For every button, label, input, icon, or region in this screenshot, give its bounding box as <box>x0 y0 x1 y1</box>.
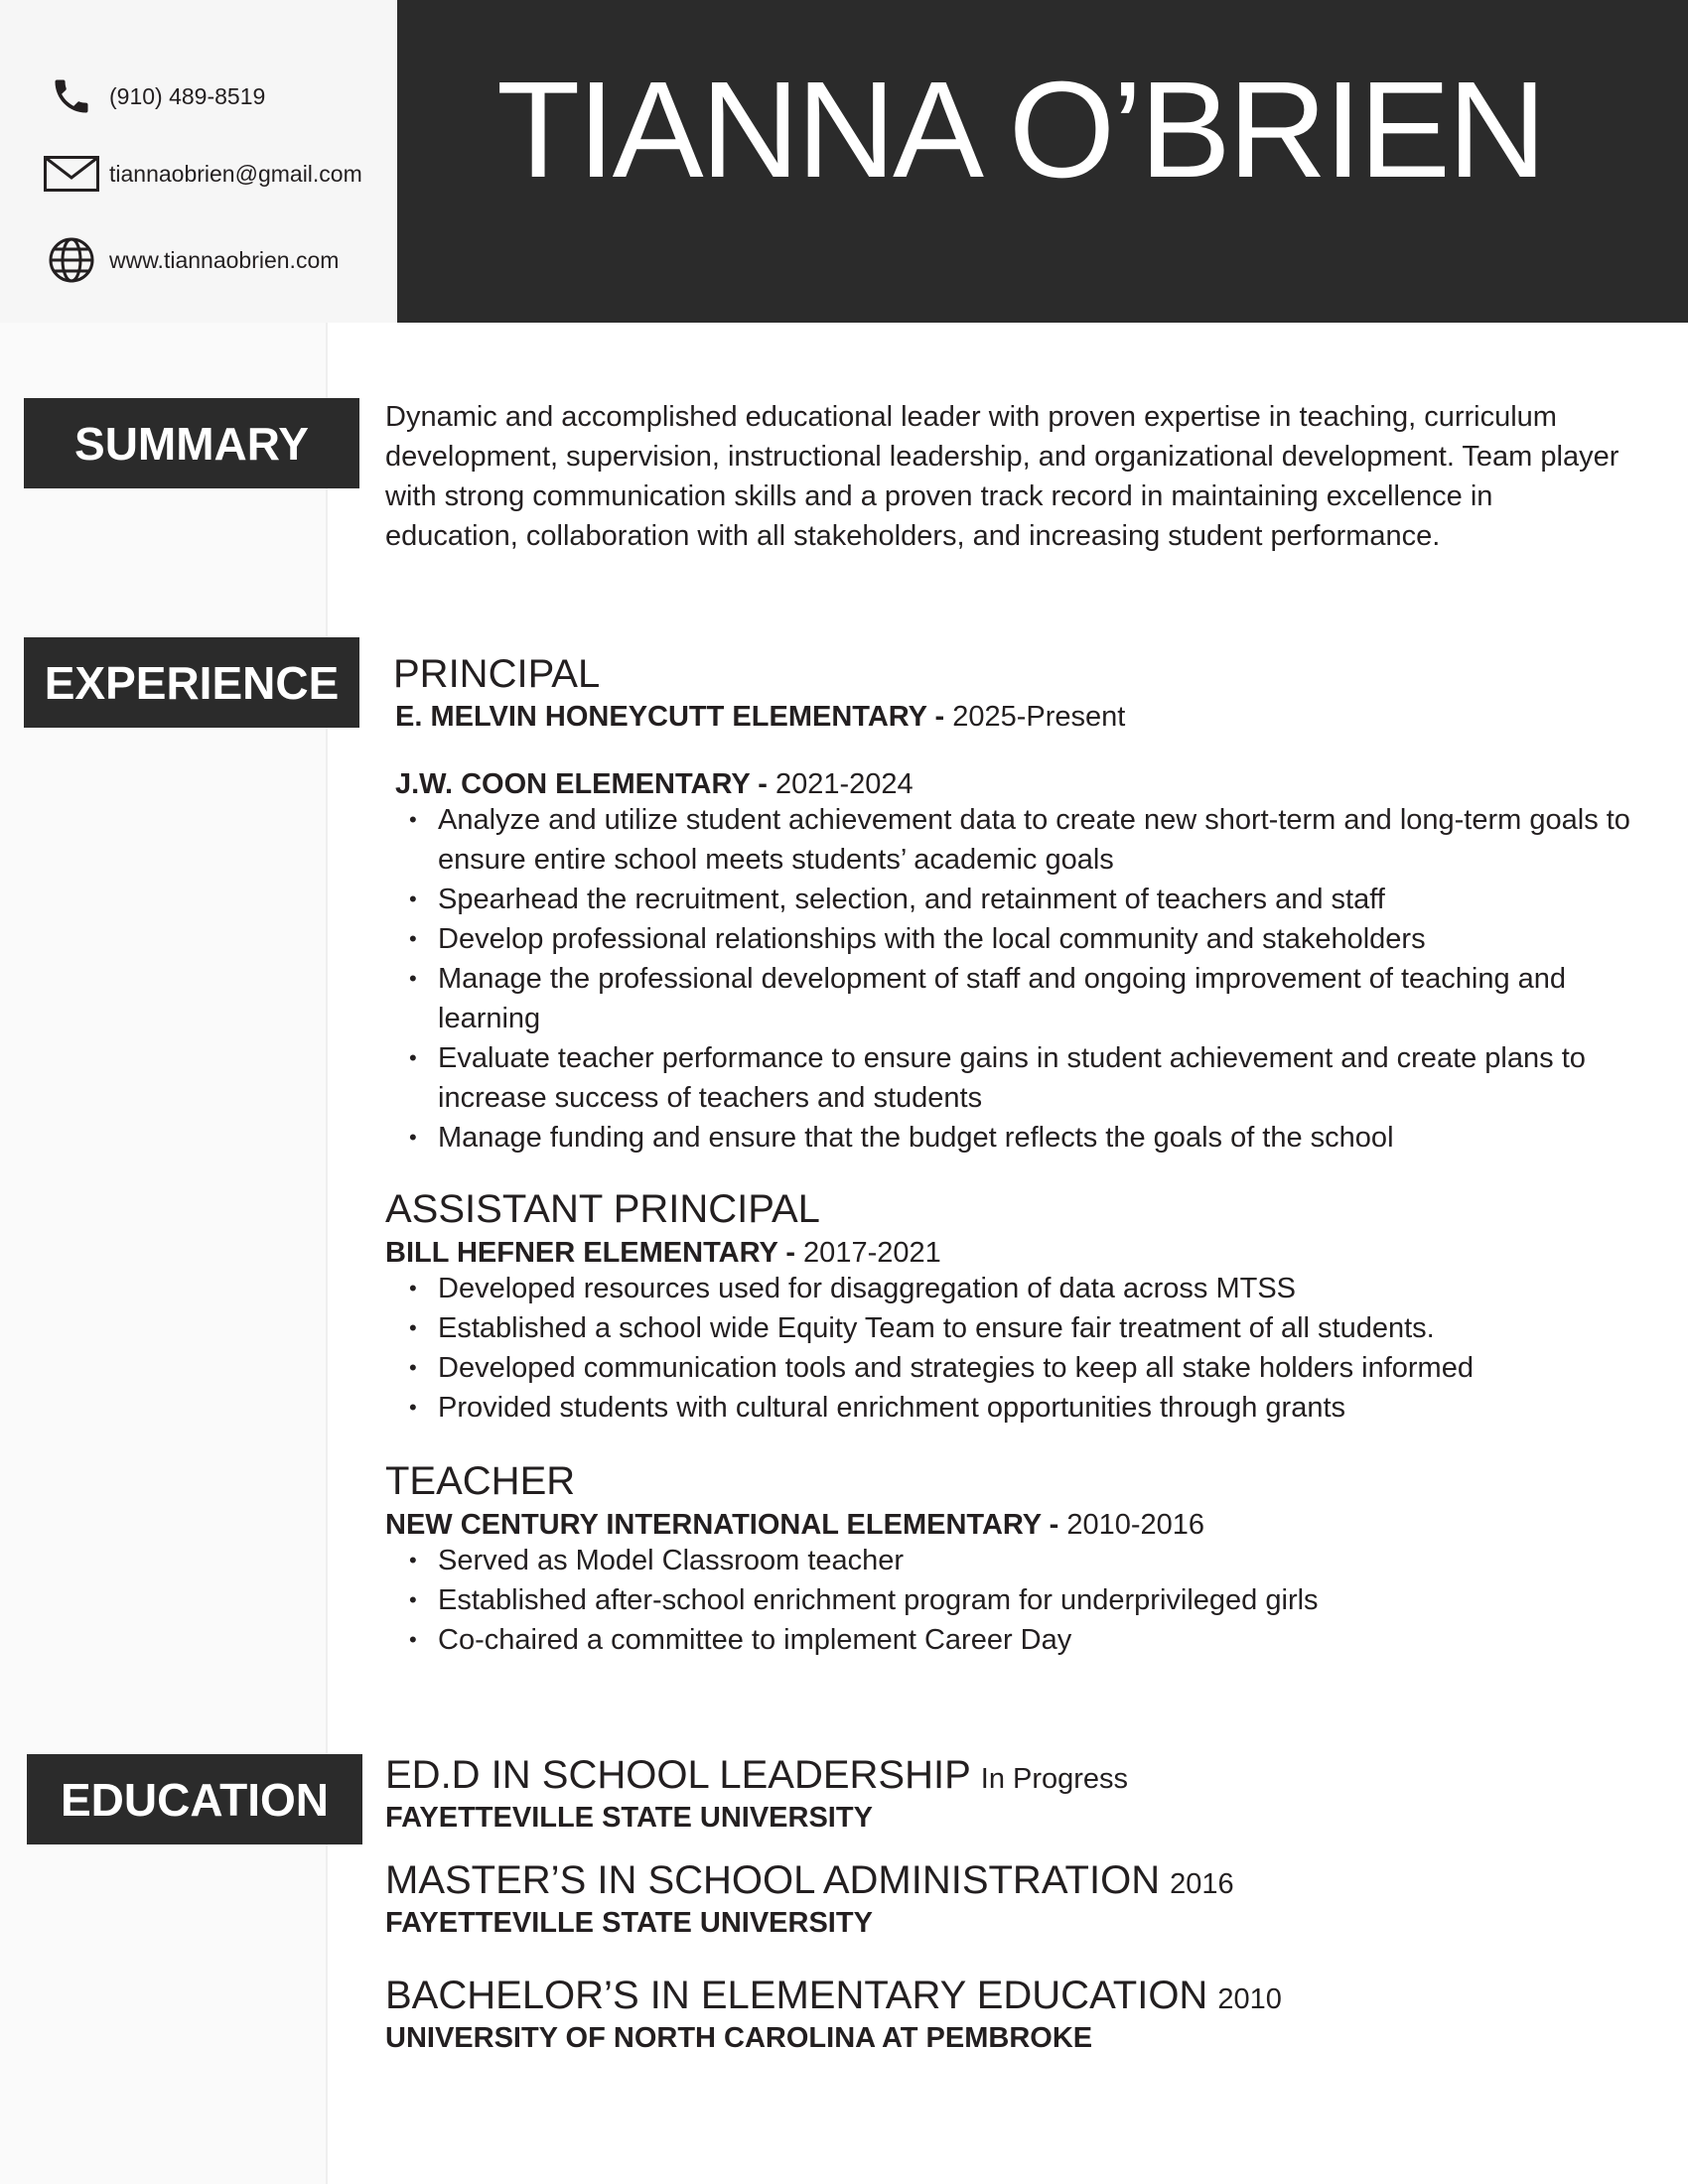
summary-heading: SUMMARY <box>24 398 359 488</box>
list-item: • Provided students with cultural enrichment opportunities through grants <box>409 1388 1630 1428</box>
sidebar-strip <box>0 323 328 2184</box>
degree-edd: ED.D IN SCHOOL LEADERSHIP In Progress <box>385 1753 1129 1797</box>
degree-bachelors: BACHELOR’S IN ELEMENTARY EDUCATION 2010 <box>385 1974 1282 2017</box>
school-masters: FAYETTEVILLE STATE UNIVERSITY <box>385 1907 873 1939</box>
summary-text: Dynamic and accomplished educational leader with proven expertise in teaching, curriculum development, supervision, instructional leadership, and organizational development. Team player with strong communication skills and a proven track record in maintaining excellence in education, collaboration with all stakeholders, and increasing student performance. <box>385 401 1619 552</box>
degree-masters: MASTER’S IN SCHOOL ADMINISTRATION 2016 <box>385 1858 1234 1902</box>
list-item: • Developed resources used for disaggregation of data across MTSS <box>409 1269 1630 1308</box>
email-address: tiannaobrien@gmail.com <box>109 160 362 187</box>
job-title-principal: PRINCIPAL <box>393 652 601 696</box>
list-item: • Analyze and utilize student achievement data to create new short-term and long-term goals to ensure entire school meets students’ academic goals <box>409 800 1630 880</box>
list-item: • Spearhead the recruitment, selection, and retainment of teachers and staff <box>409 880 1630 919</box>
experience-heading: EXPERIENCE <box>24 637 359 728</box>
list-item: • Co-chaired a committee to implement Career Day <box>409 1620 1630 1660</box>
contact-email <box>44 152 362 196</box>
list-item: • Manage funding and ensure that the budget reflects the goals of the school <box>409 1118 1630 1158</box>
assistant-duties <box>409 1269 1630 1428</box>
phone-number: (910) 489-8519 <box>109 82 266 109</box>
employer-coon: J.W. COON ELEMENTARY - 2021-2024 <box>395 768 914 800</box>
envelope-icon <box>44 152 99 196</box>
list-item: • Established after-school enrichment program for underprivileged girls <box>409 1580 1630 1620</box>
school-bachelors: UNIVERSITY OF NORTH CAROLINA AT PEMBROKE <box>385 2022 1093 2054</box>
list-item: • Established a school wide Equity Team to ensure fair treatment of all students. <box>409 1308 1630 1348</box>
education-heading: EDUCATION <box>27 1754 362 1844</box>
list-item: • Manage the professional development of staff and ongoing improvement of teaching and learning <box>409 959 1630 1038</box>
employer-honeycutt: E. MELVIN HONEYCUTT ELEMENTARY - 2025-Present <box>395 701 1126 733</box>
employer-new-century: NEW CENTURY INTERNATIONAL ELEMENTARY - 2010-2016 <box>385 1509 1205 1541</box>
teacher-duties <box>409 1541 1630 1660</box>
job-title-assistant-principal: ASSISTANT PRINCIPAL <box>385 1187 820 1231</box>
phone-icon <box>44 74 99 118</box>
list-item: • Developed communication tools and strategies to keep all stake holders informed <box>409 1348 1630 1388</box>
candidate-name: TIANNA O’BRIEN <box>496 54 1544 206</box>
contact-phone <box>44 74 265 118</box>
globe-icon <box>44 238 99 282</box>
job-title-teacher: TEACHER <box>385 1459 576 1503</box>
employer-hefner: BILL HEFNER ELEMENTARY - 2017-2021 <box>385 1237 941 1269</box>
principal-duties <box>409 800 1630 1158</box>
name-banner <box>397 0 1688 323</box>
contact-website <box>44 238 339 282</box>
website-url: www.tiannaobrien.com <box>109 246 340 273</box>
list-item: • Served as Model Classroom teacher <box>409 1541 1630 1580</box>
list-item: • Develop professional relationships with the local community and stakeholders <box>409 919 1630 959</box>
school-edd: FAYETTEVILLE STATE UNIVERSITY <box>385 1802 873 1834</box>
list-item: • Evaluate teacher performance to ensure gains in student achievement and create plans to increase success of teachers and students <box>409 1038 1630 1118</box>
